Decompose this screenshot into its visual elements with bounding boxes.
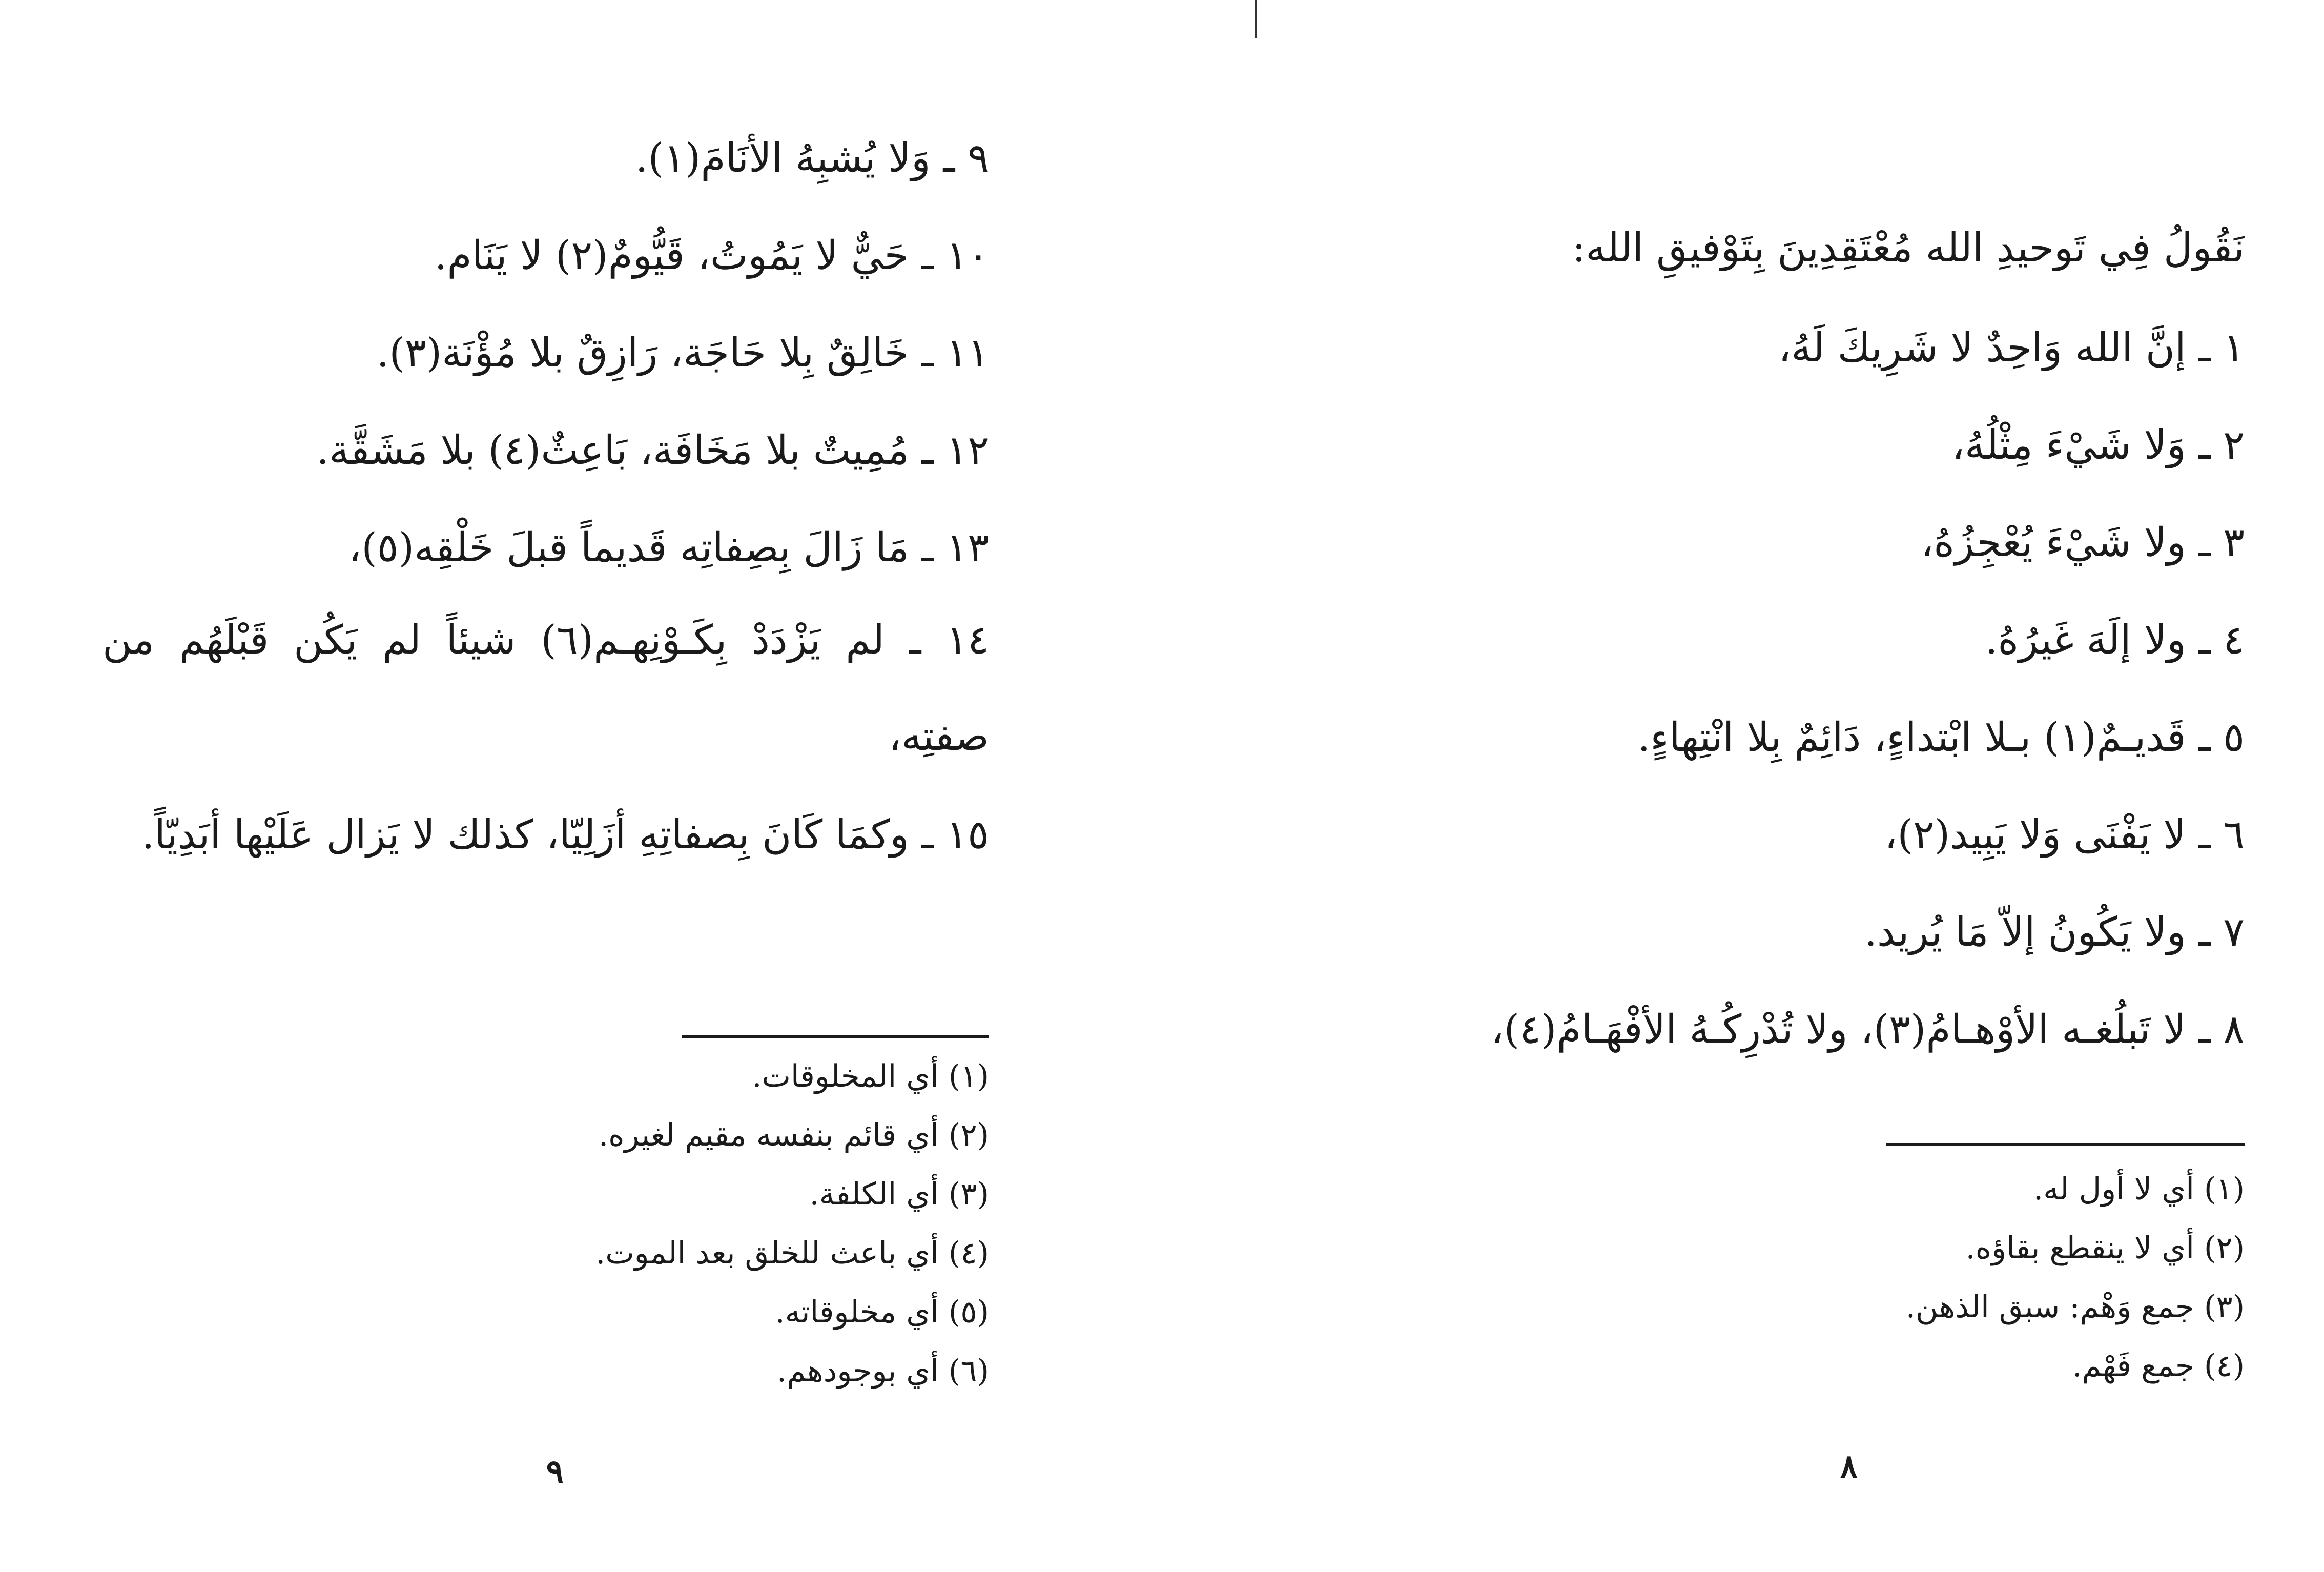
footnote-rule [682, 1035, 989, 1038]
statement-12: ١٢ ـ مُمِيتٌ بلا مَخَافَة، بَاعِثٌ(٤) بلا مَشَقَّة. [316, 427, 989, 474]
footnote-4: (٤) أي باعث للخلق بعد الموت. [595, 1235, 989, 1271]
gutter-mark [1255, 0, 1257, 38]
statement-7: ٧ ـ ولا يَكُونُ إلاّ مَا يُريد. [1864, 909, 2245, 955]
statement-2: ٢ ـ وَلا شَيْءَ مِثْلُهُ، [1951, 422, 2245, 468]
page-8 [1353, 118, 2245, 1553]
page-number: ٨ [1840, 1447, 1858, 1486]
statement-14: ١٤ ـ لم يَزْدَدْ بِكَـوْنِهـم(٦) شيئاً لم يَكُن قَبْلَهُم من صفتِه، [102, 617, 989, 760]
footnote-rule [1886, 1143, 2245, 1146]
statement-11: ١١ ـ خَالِقٌ بِلا حَاجَة، رَازِقٌ بلا مُؤْنَة(٣). [376, 330, 989, 376]
statement-9: ٩ ـ وَلا يُشبِهُ الأنَامَ(١). [635, 135, 989, 181]
statement-6: ٦ ـ لا يَفْنَى وَلا يَبِيد(٢)، [1884, 812, 2245, 858]
statement-15: ١٥ ـ وكمَا كَانَ بِصفاتِهِ أزَلِيّا، كذلك لا يَزال عَلَيْها أبَدِيّاً. [141, 812, 989, 858]
statement-1: ١ ـ إنَّ الله وَاحِدٌ لا شَرِيكَ لَهُ، [1778, 325, 2245, 371]
statement-4: ٤ ـ ولا إلَهَ غَيرُهُ. [1985, 617, 2245, 663]
footnote-4: (٤) جمع فَهْم. [2072, 1348, 2245, 1384]
footnote-1: (١) أي المخلوقات. [752, 1058, 989, 1094]
statement-13: ١٣ ـ مَا زَالَ بِصِفاتِه قَديماً قبلَ خَلْقِه(٥)، [348, 525, 989, 571]
page-number: ٩ [546, 1453, 564, 1491]
statement-3: ٣ ـ ولا شَيْءَ يُعْجِزُهُ، [1921, 520, 2245, 566]
statement-5: ٥ ـ قَديـمٌ(١) بـلا ابْتداءٍ، دَائِمٌ بِلا انْتِهاءٍ. [1637, 714, 2245, 761]
intro-line: نَقُولُ فِي تَوحيدِ الله مُعْتَقِدِينَ بِتَوْفيقِ الله: [1572, 225, 2245, 271]
footnote-2: (٢) أي قائم بنفسه مقيم لغيره. [599, 1117, 989, 1153]
footnote-3: (٣) جمع وَهْم: سبق الذهن. [1905, 1289, 2245, 1325]
page-9 [102, 118, 989, 1553]
footnote-5: (٥) أي مخلوقاته. [775, 1294, 989, 1330]
footnote-1: (١) أي لا أول له. [2033, 1171, 2245, 1207]
footnote-3: (٣) أي الكلفة. [809, 1176, 989, 1212]
statement-10: ١٠ ـ حَيٌّ لا يَمُوتُ، قَيُّومٌ(٢) لا يَنَام. [434, 233, 989, 279]
statement-8: ٨ ـ لا تَبلُغـه الأوْهـامُ(٣)، ولا تُدْرِكُـهُ الأفْهَـامُ(٤)، [1491, 1007, 2245, 1053]
footnote-2: (٢) أي لا ينقطع بقاؤه. [1965, 1230, 2245, 1266]
footnote-6: (٦) أي بوجودهم. [777, 1353, 989, 1389]
